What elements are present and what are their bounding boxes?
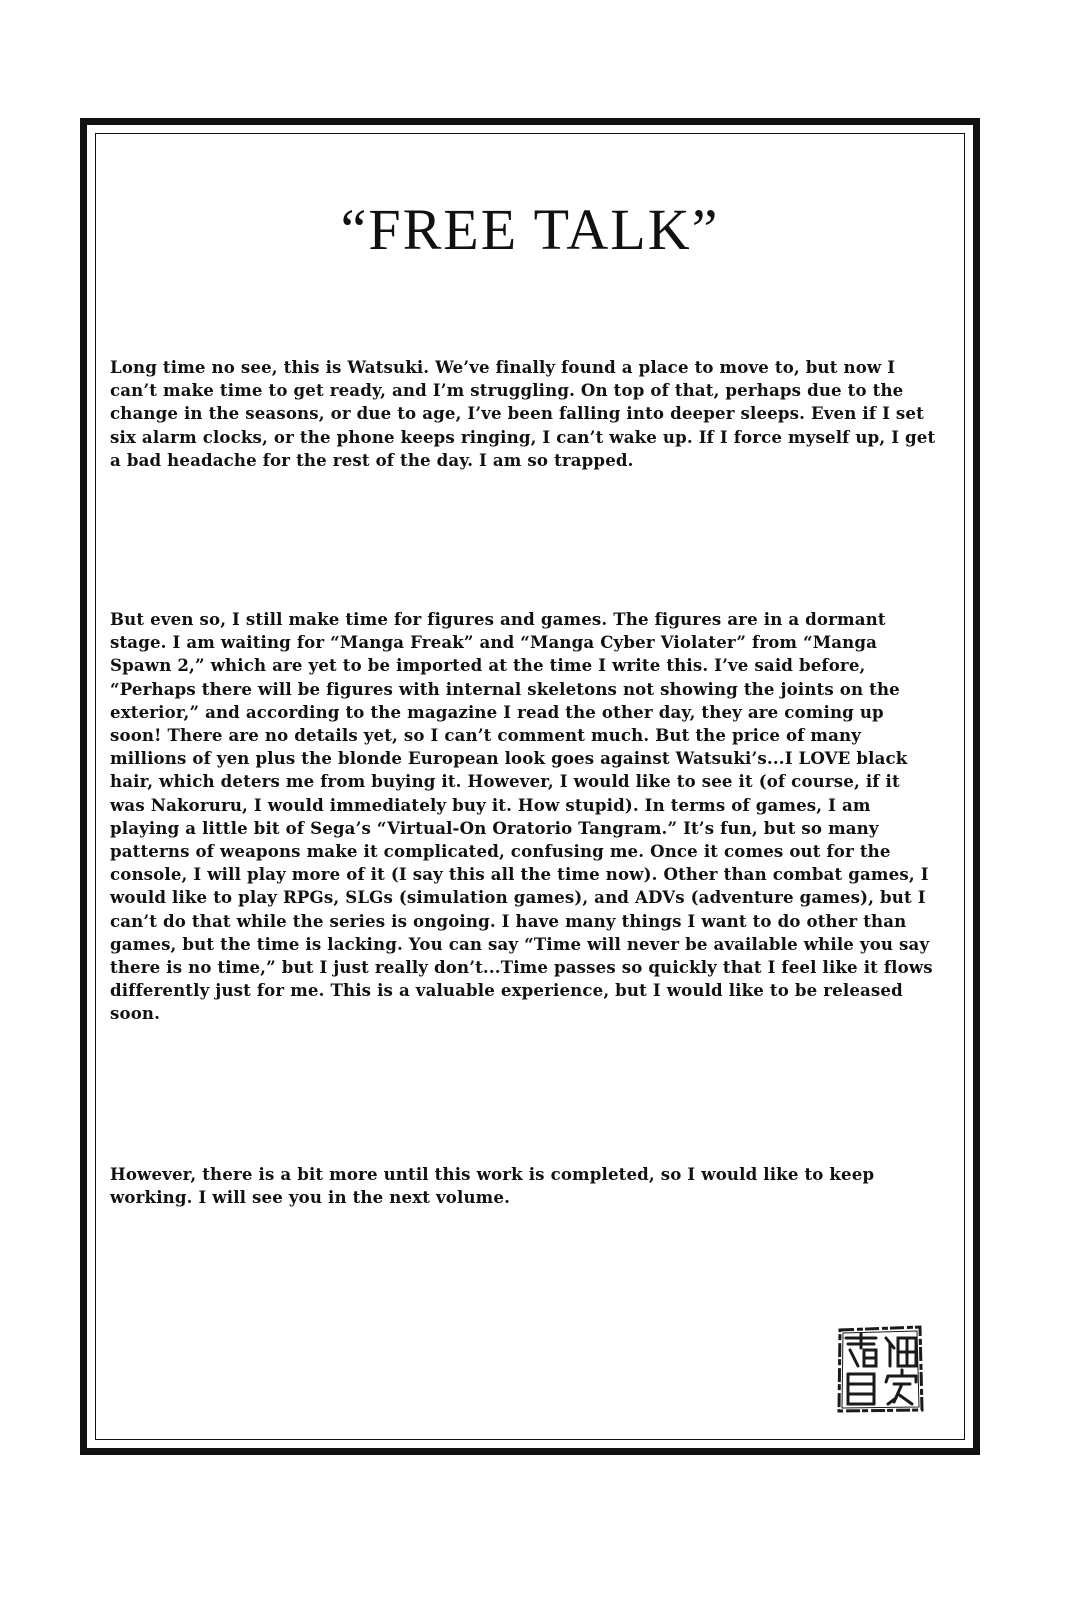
author-seal-stamp xyxy=(836,1324,924,1414)
paragraph-intro: Long time no see, this is Watsuki. We’ve finally found a place to move to, but now I can’t make time to get ready, and I’m struggling. On top of that, perhaps due to the change in the seasons, or due to age, I’ve been falling into deeper sleeps. Even if I set six alarm clocks, or the phone keeps ringing, I can’t wake up. If I force myself up, I get a bad headache for the rest of the day. I am so trapped. xyxy=(110,357,936,470)
paragraph-figures-games: But even so, I still make time for figures and games. The figures are in a dormant stage. I am waiting for “Manga Freak” and “Manga Cyber Violater” from “Manga Spawn 2,” which are yet to be imported at the time I write this. I’ve said before, “Perhaps there will be figures with internal skeletons not showing the joints on the exterior,” and according to the magazine I read the other day, they are coming up soon! There are no details yet, so I can’t comment much. But the price of many millions of yen plus the blonde European look goes against Watsuki’s...I LOVE black hair, which deters me from buying it. However, I would like to see it (of course, if it was Nakoruru, I would immediately buy it. How stupid). In terms of games, I am playing a little bit of Sega’s “Virtual-On Oratorio Tangram.” It’s fun, but so many patterns of weapons make it complicated, confusing me. Once it comes out for the console, I will play more of it (I say this all the time now). Other than combat games, I would like to play RPGs, SLGs (simulation games), and ADVs (adventure games), but I can’t do that while the series is ongoing. I have many things I want to do other than games, but the time is lacking. You can say “Time will never be available while you say there is no time,” but I just really don’t...Time passes so quickly that I feel like it flows differently just for me. This is a valuable experience, but I would like to be released soon. xyxy=(110,609,933,1024)
paragraph-closing: However, there is a bit more until this work is completed, so I would like to keep working. I will see you in the next volume. xyxy=(110,1164,875,1208)
page-title: “FREE TALK” xyxy=(340,197,720,262)
